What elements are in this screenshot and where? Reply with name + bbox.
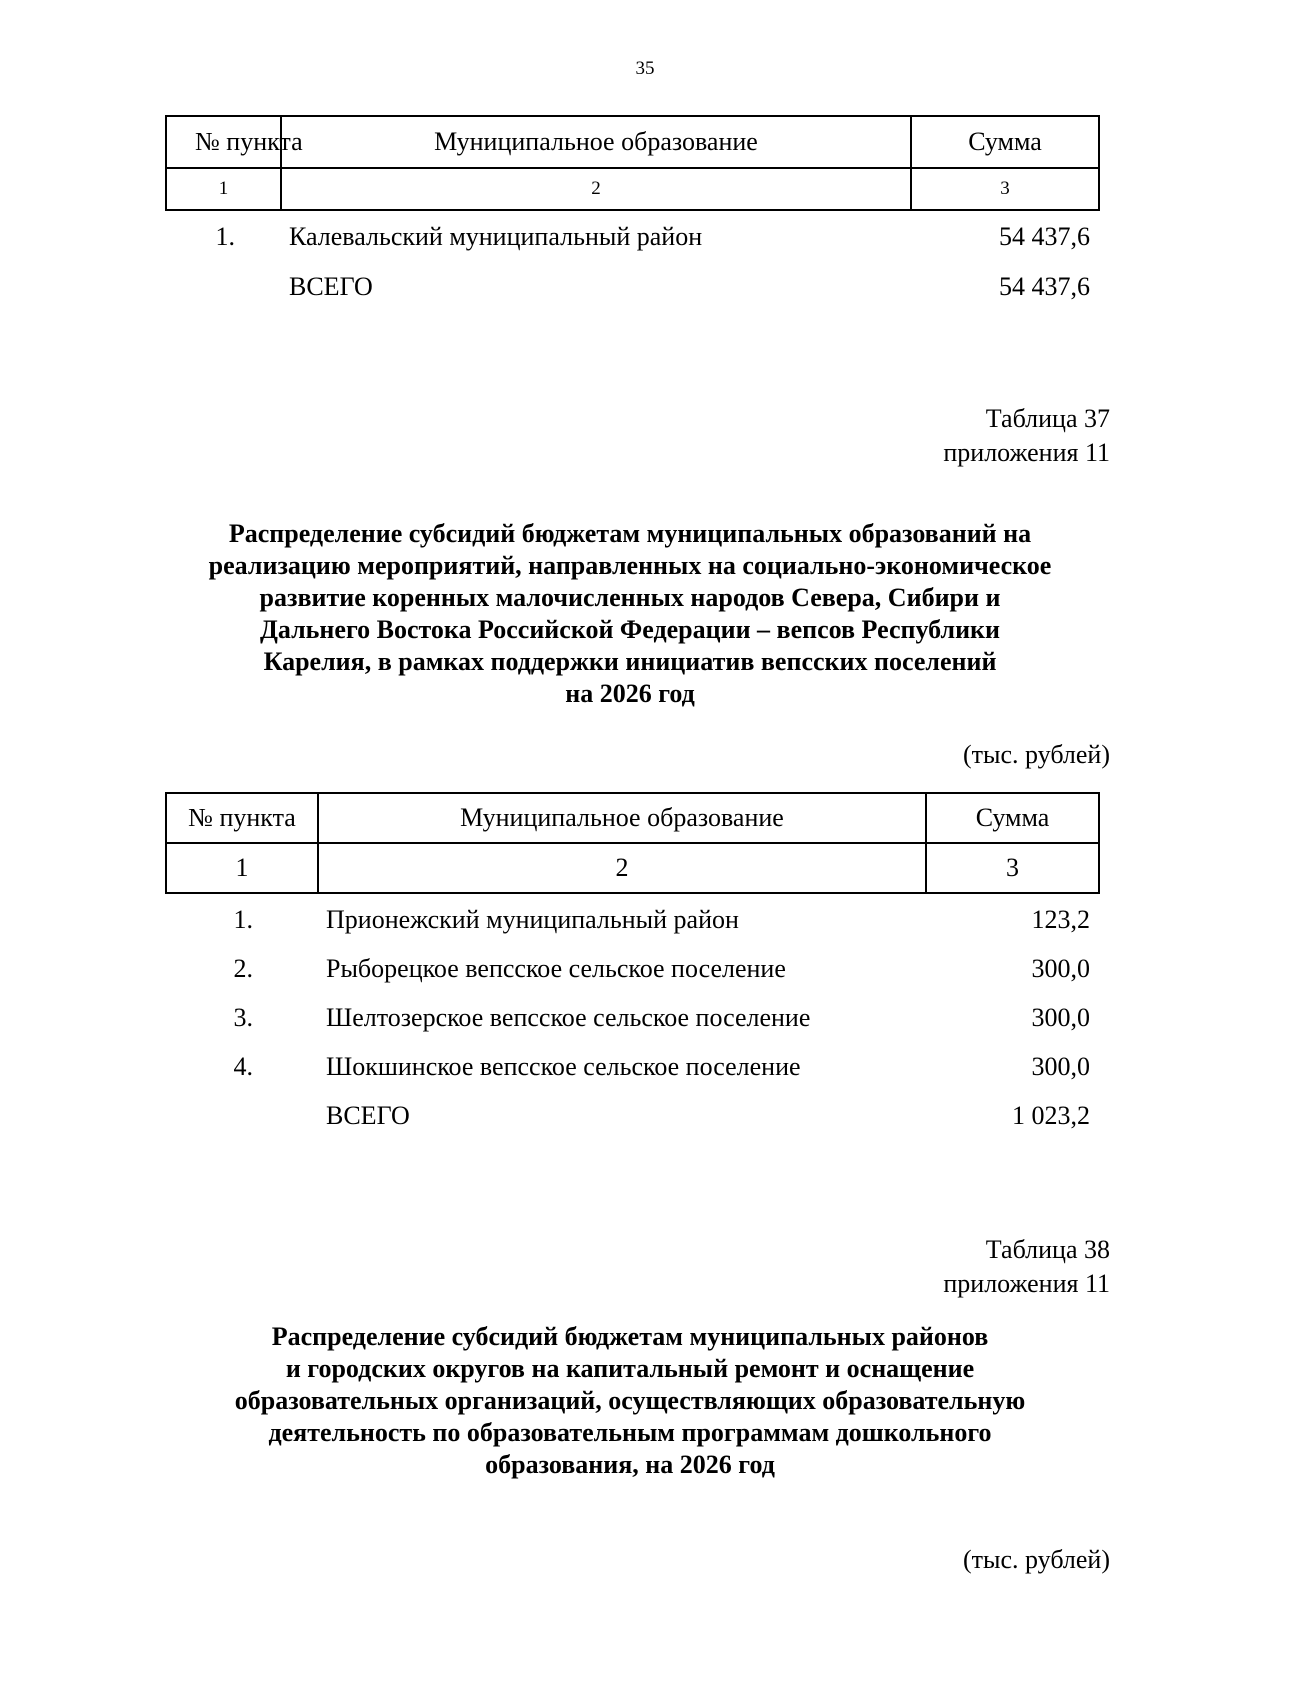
row-number: 1. [233, 905, 253, 934]
table37-colnum-3: 3 [926, 843, 1099, 893]
table36-header-num: № пункта [166, 116, 281, 168]
row-name: Рыборецкое вепсское сельское поселение [326, 954, 786, 983]
row-number: 3. [233, 1003, 253, 1032]
table38-title-line: деятельность по образовательным программам дошкольного [268, 1418, 992, 1447]
table37-title-line: Дальнего Востока Российской Федерации – вепсов Республики [259, 615, 1001, 644]
table36-header-name: Муниципальное образование [281, 116, 911, 168]
table36-header-sum: Сумма [911, 116, 1099, 168]
table37-header [165, 792, 1100, 894]
table38-title-line: и городских округов на капитальный ремонт и оснащение [285, 1354, 975, 1383]
table37-colnum-2: 2 [318, 843, 926, 893]
table38-caption-number: Таблица 38 [985, 1235, 1110, 1264]
table38-caption [943, 1233, 1110, 1301]
total-sum: 1 023,2 [1012, 1101, 1090, 1130]
table37-header-name: Муниципальное образование [318, 793, 926, 843]
table37-title-line: Распределение субсидий бюджетам муниципальных образований на [228, 519, 1032, 548]
table36-colnum-2: 2 [281, 168, 911, 210]
row-sum: 123,2 [1031, 905, 1090, 934]
table38-title [150, 1321, 1110, 1481]
table37-row [0, 951, 1200, 987]
row-name: Шелтозерское вепсское сельское поселение [326, 1003, 811, 1032]
table36-total-row [0, 269, 1200, 305]
table38-caption-appendix: приложения 11 [943, 1269, 1110, 1298]
table37-title-line: Карелия, в рамках поддержки инициатив вепсских поселений [263, 647, 997, 676]
table38-title-line: образования, на 2026 год [485, 1450, 775, 1479]
total-label: ВСЕГО [289, 272, 373, 301]
row-name: Калевальский муниципальный район [289, 222, 703, 251]
table36-colnum-1: 1 [166, 168, 281, 210]
table37-title [150, 518, 1110, 710]
row-sum: 300,0 [1031, 1052, 1090, 1081]
row-name: Шокшинское вепсское сельское поселение [326, 1052, 801, 1081]
table37-units: (тыс. рублей) [962, 740, 1110, 769]
table37-title-line: на 2026 год [565, 679, 695, 708]
total-sum: 54 437,6 [999, 272, 1090, 301]
row-number: 2. [233, 954, 253, 983]
table38-title-line: Распределение субсидий бюджетам муниципальных районов [271, 1322, 989, 1351]
table37-row [0, 902, 1200, 938]
table38-units: (тыс. рублей) [962, 1545, 1110, 1574]
table37-title-line: реализацию мероприятий, направленных на социально-экономическое [208, 551, 1052, 580]
row-sum: 300,0 [1031, 1003, 1090, 1032]
table37-total-row [0, 1098, 1200, 1134]
table37-colnum-1: 1 [166, 843, 318, 893]
row-number: 1. [215, 222, 235, 251]
table38-title-line: образовательных организаций, осуществляющих образовательную [234, 1386, 1026, 1415]
table37-row [0, 1000, 1200, 1036]
table37-caption [943, 402, 1110, 470]
row-number: 4. [233, 1052, 253, 1081]
table37-caption-appendix: приложения 11 [943, 438, 1110, 467]
table37-title-line: развитие коренных малочисленных народов Севера, Сибири и [259, 583, 1001, 612]
table36-colnum-3: 3 [911, 168, 1099, 210]
table37-caption-number: Таблица 37 [985, 404, 1110, 433]
row-sum: 54 437,6 [999, 222, 1090, 251]
row-sum: 300,0 [1031, 954, 1090, 983]
table37-row [0, 1049, 1200, 1085]
table36-row [0, 219, 1200, 255]
table36-header [165, 115, 1100, 211]
table37-header-sum: Сумма [926, 793, 1099, 843]
row-name: Прионежский муниципальный район [326, 905, 739, 934]
total-label: ВСЕГО [326, 1101, 410, 1130]
page-number: 35 [635, 58, 655, 79]
table37-header-num: № пункта [166, 793, 318, 843]
